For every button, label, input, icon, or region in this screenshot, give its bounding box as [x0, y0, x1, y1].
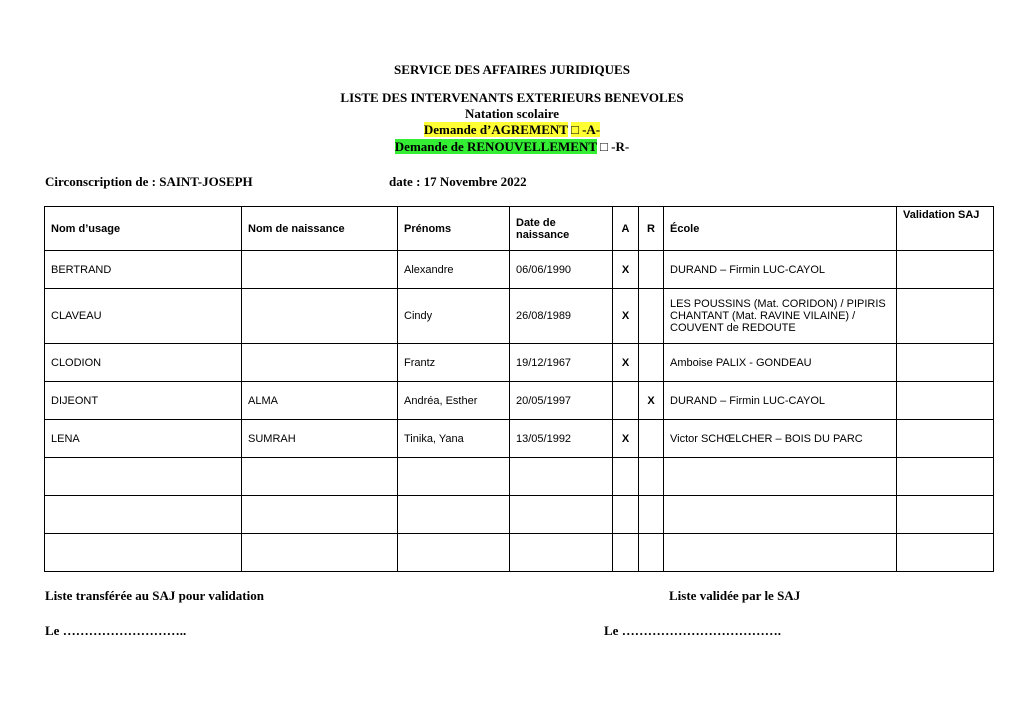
cell-nom-naissance — [242, 289, 398, 344]
cell-empty[interactable] — [613, 534, 639, 572]
cell-empty[interactable] — [664, 496, 897, 534]
cell-r — [639, 289, 664, 344]
cell-empty[interactable] — [897, 534, 994, 572]
renouvellement-label: Demande de RENOUVELLEMENT — [394, 139, 597, 154]
volunteers-table — [44, 206, 994, 572]
cell-validation — [897, 251, 994, 289]
cell-date: 13/05/1992 — [510, 420, 613, 458]
header-list-title: LISTE DES INTERVENANTS EXTERIEURS BENEVOLES — [340, 90, 684, 105]
cell-r: X — [639, 382, 664, 420]
cell-empty[interactable] — [398, 458, 510, 496]
cell-a: X — [613, 344, 639, 382]
cell-empty[interactable] — [510, 458, 613, 496]
cell-a: X — [613, 251, 639, 289]
col-a: A — [613, 207, 639, 251]
table-row — [45, 251, 994, 289]
header-renouvellement-line — [0, 139, 1024, 155]
header-subtitle: Natation scolaire — [465, 106, 559, 121]
footer-validee: Liste validée par le SAJ — [669, 588, 801, 603]
cell-prenoms: Tinika, Yana — [398, 420, 510, 458]
cell-a: X — [613, 420, 639, 458]
cell-empty[interactable] — [639, 534, 664, 572]
col-ecole: École — [664, 207, 897, 251]
document-date: date : 17 Novembre 2022 — [389, 174, 527, 189]
col-nom-naissance: Nom de naissance — [242, 207, 398, 251]
col-r: R — [639, 207, 664, 251]
cell-prenoms: Cindy — [398, 289, 510, 344]
footer-date-right: Le ………………………………. — [604, 623, 781, 638]
cell-validation — [897, 382, 994, 420]
cell-date: 26/08/1989 — [510, 289, 613, 344]
cell-nom-usage: LENA — [45, 420, 242, 458]
table-row-empty — [45, 534, 994, 572]
col-nom-usage: Nom d’usage — [45, 207, 242, 251]
table-row-empty — [45, 458, 994, 496]
cell-date: 06/06/1990 — [510, 251, 613, 289]
cell-prenoms: Frantz — [398, 344, 510, 382]
cell-ecole: LES POUSSINS (Mat. CORIDON) / PIPIRIS CHANTANT (Mat. RAVINE VILAINE) / COUVENT de REDOUTE — [664, 289, 897, 344]
cell-r — [639, 251, 664, 289]
cell-nom-naissance: ALMA — [242, 382, 398, 420]
cell-empty[interactable] — [664, 534, 897, 572]
col-validation-saj: Validation SAJ — [897, 207, 994, 251]
cell-validation — [897, 420, 994, 458]
agrement-checkbox[interactable]: □ -A- — [570, 122, 601, 137]
cell-nom-naissance — [242, 251, 398, 289]
cell-empty[interactable] — [242, 458, 398, 496]
cell-empty[interactable] — [45, 496, 242, 534]
cell-empty[interactable] — [398, 534, 510, 572]
cell-r — [639, 344, 664, 382]
cell-a — [613, 382, 639, 420]
cell-nom-usage: CLODION — [45, 344, 242, 382]
cell-prenoms: Alexandre — [398, 251, 510, 289]
header-agrement-line — [0, 122, 1024, 138]
table-row — [45, 382, 994, 420]
cell-ecole: Amboise PALIX - GONDEAU — [664, 344, 897, 382]
cell-empty[interactable] — [45, 458, 242, 496]
cell-ecole: DURAND – Firmin LUC-CAYOL — [664, 251, 897, 289]
cell-empty[interactable] — [510, 496, 613, 534]
cell-empty[interactable] — [897, 458, 994, 496]
table-row — [45, 289, 994, 344]
cell-empty[interactable] — [45, 534, 242, 572]
cell-nom-usage: BERTRAND — [45, 251, 242, 289]
circonscription: Circonscription de : SAINT-JOSEPH — [45, 174, 253, 189]
table-row — [45, 420, 994, 458]
cell-empty[interactable] — [242, 496, 398, 534]
cell-prenoms: Andréa, Esther — [398, 382, 510, 420]
agrement-label: Demande d’AGREMENT — [423, 122, 568, 137]
cell-validation — [897, 289, 994, 344]
cell-empty[interactable] — [639, 496, 664, 534]
renouvellement-checkbox[interactable]: □ -R- — [600, 139, 630, 154]
cell-ecole: DURAND – Firmin LUC-CAYOL — [664, 382, 897, 420]
footer-date-left: Le ……………………….. — [45, 623, 187, 638]
cell-nom-naissance: SUMRAH — [242, 420, 398, 458]
cell-r — [639, 420, 664, 458]
cell-empty[interactable] — [639, 458, 664, 496]
cell-empty[interactable] — [398, 496, 510, 534]
cell-date: 20/05/1997 — [510, 382, 613, 420]
cell-empty[interactable] — [897, 496, 994, 534]
cell-empty[interactable] — [510, 534, 613, 572]
cell-a: X — [613, 289, 639, 344]
col-date-naissance: Date de naissance — [510, 207, 613, 251]
cell-date: 19/12/1967 — [510, 344, 613, 382]
cell-empty[interactable] — [613, 458, 639, 496]
cell-empty[interactable] — [613, 496, 639, 534]
col-prenoms: Prénoms — [398, 207, 510, 251]
table-row — [45, 344, 994, 382]
table-header-row — [45, 207, 994, 251]
header-service: SERVICE DES AFFAIRES JURIDIQUES — [394, 62, 630, 77]
footer-transferee: Liste transférée au SAJ pour validation — [45, 588, 264, 603]
cell-empty[interactable] — [664, 458, 897, 496]
cell-validation — [897, 344, 994, 382]
cell-empty[interactable] — [242, 534, 398, 572]
table-row-empty — [45, 496, 994, 534]
cell-ecole: Victor SCHŒLCHER – BOIS DU PARC — [664, 420, 897, 458]
cell-nom-naissance — [242, 344, 398, 382]
cell-nom-usage: CLAVEAU — [45, 289, 242, 344]
cell-nom-usage: DIJEONT — [45, 382, 242, 420]
